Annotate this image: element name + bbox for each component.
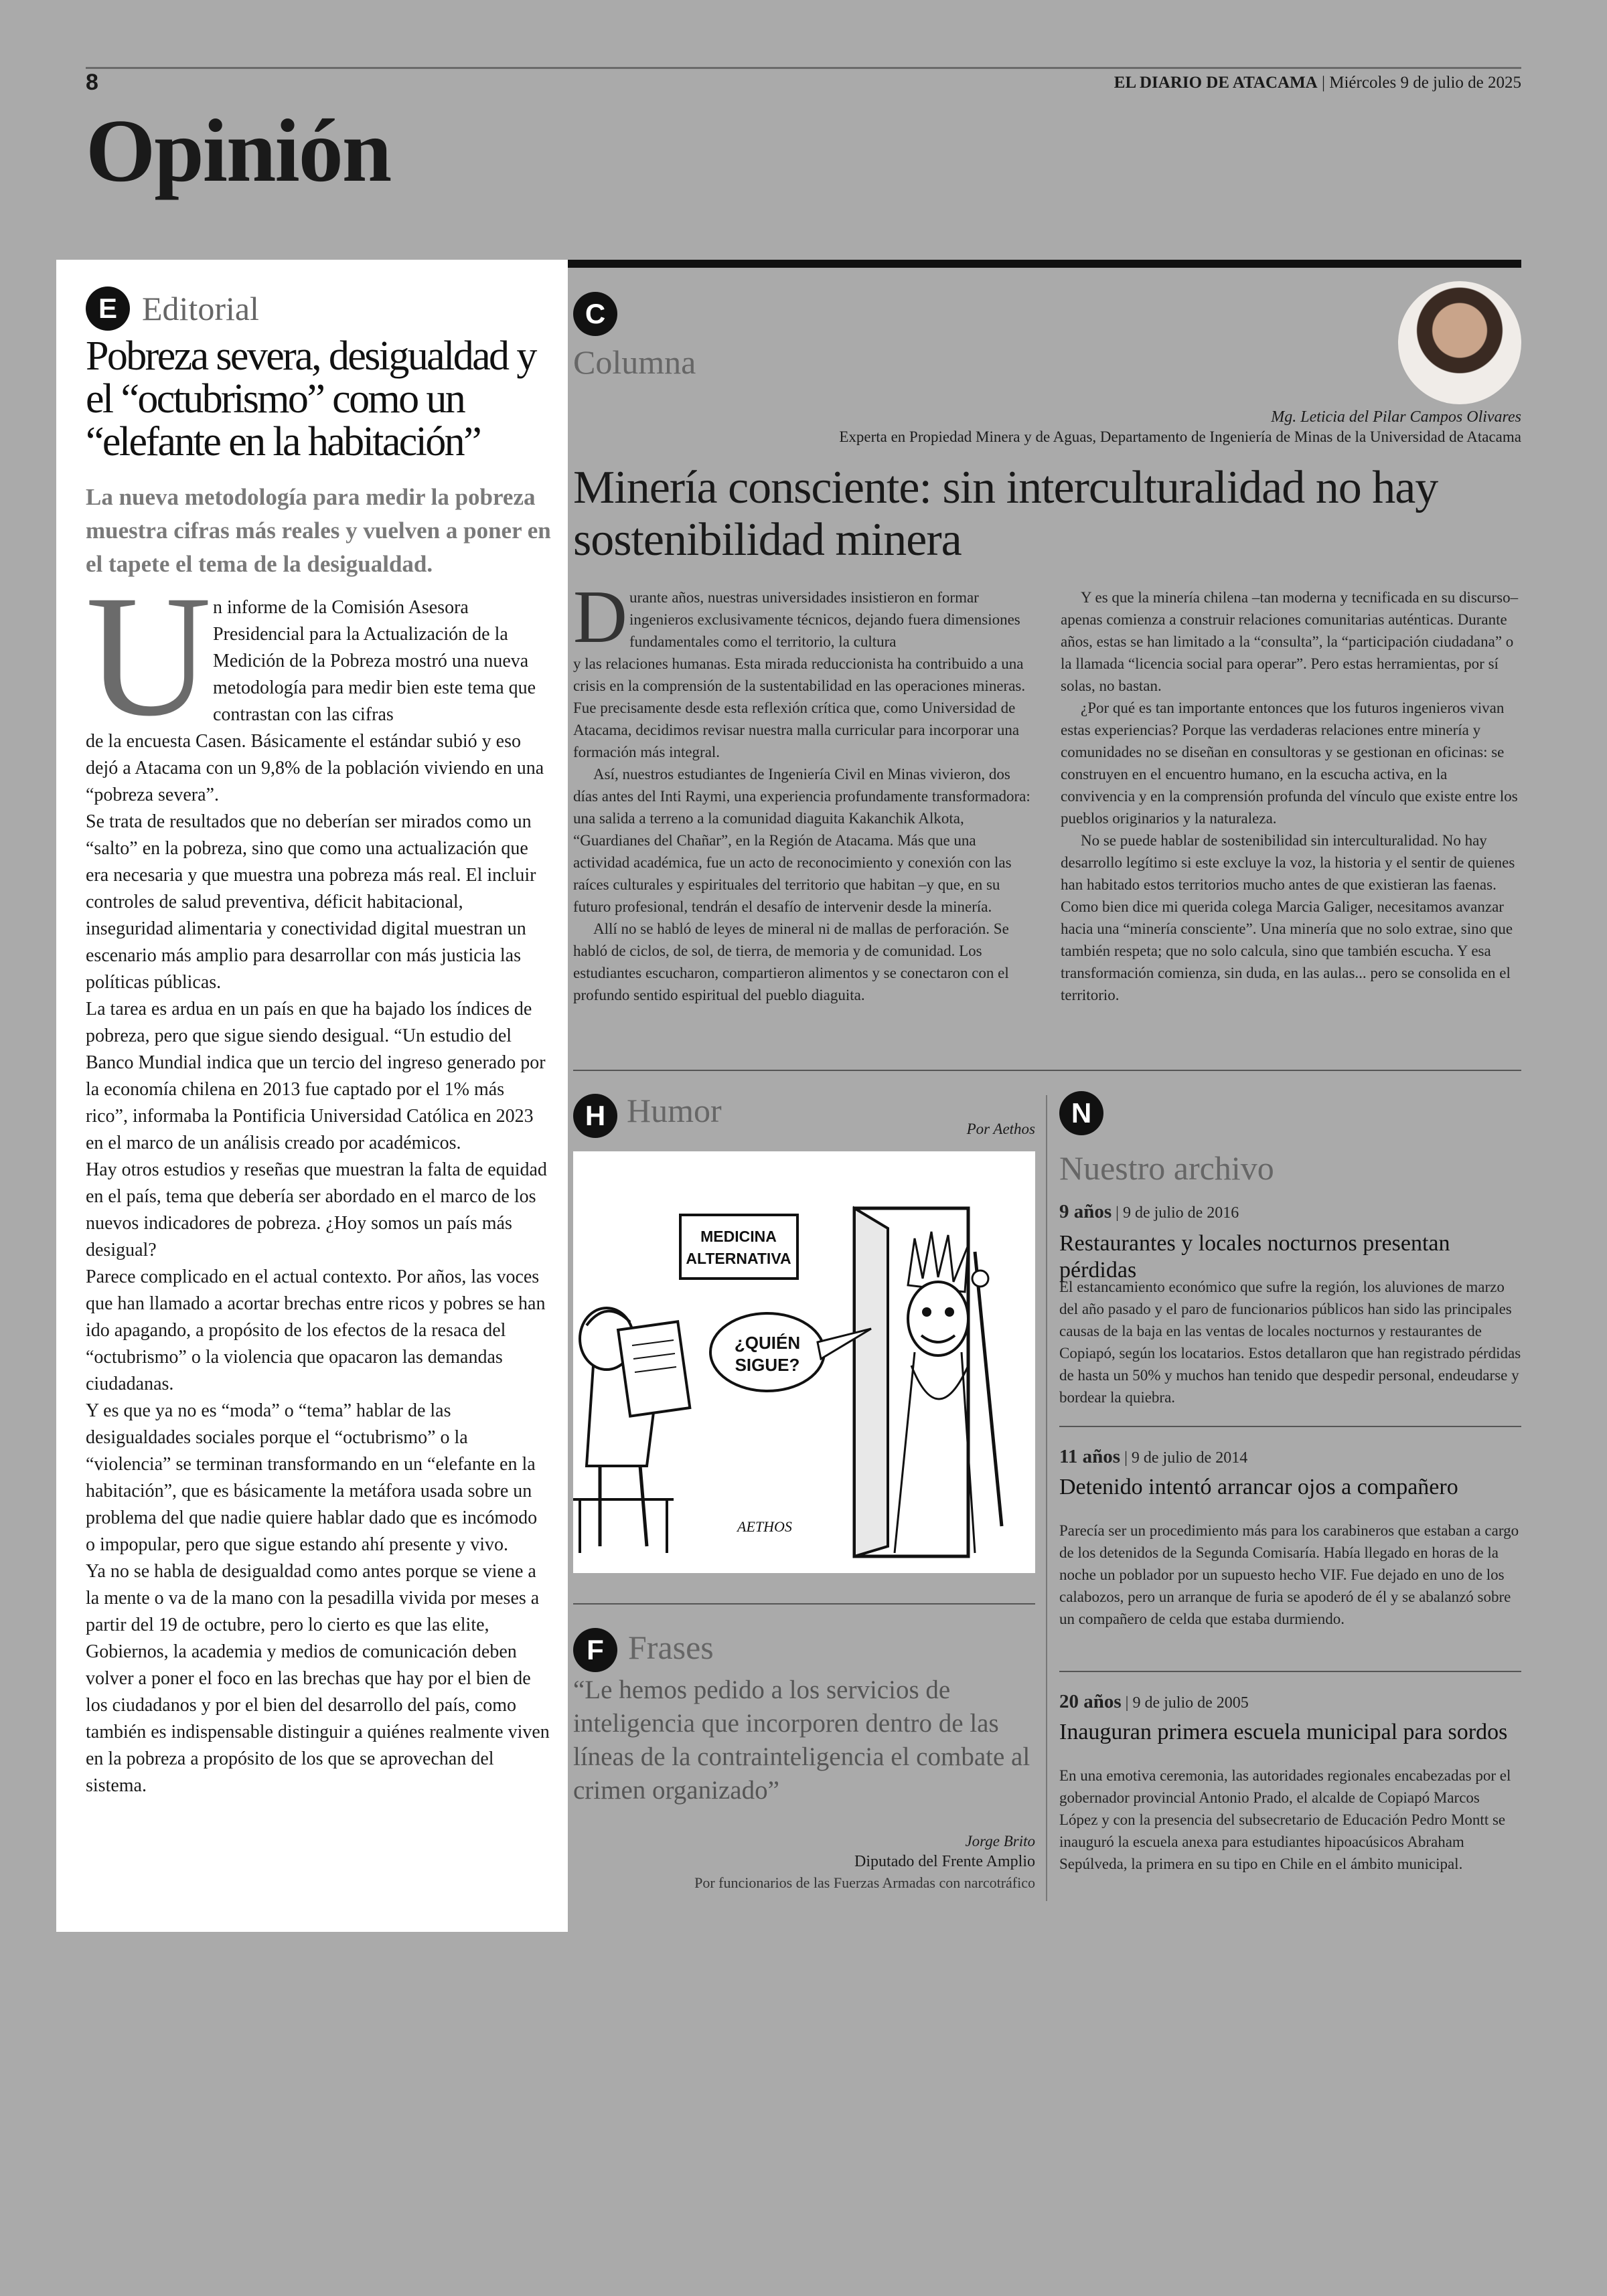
bubble-text-1: ¿QUIÉN (734, 1333, 801, 1353)
humor-label: Humor (627, 1092, 722, 1129)
editorial-paragraph-5: Parece complicado en el actual contexto. Por años, las voces que han llamado a acortar brechas entre ricos y pobres se han ido apagando, a propósito de los efectos de la resaca del “octubrismo” o la violencia que opacaron las demandas ciudadanas. (86, 1266, 546, 1394)
column-paragraph-4: Y es que la minería chilena –tan moderna y tecnificada en su discurso– apenas comienza a construir relaciones comunitarias auténticas. Durante años, estas se han limitado a la “consulta”, la “participación ciudadana” o la llamada “licencia social para operar”. Pero estas herramientas, por sí solas, no bastan. (1061, 589, 1519, 694)
open-door (854, 1208, 888, 1556)
archive-divider (1059, 1426, 1521, 1427)
archive-item-date: 9 de julio de 2014 (1131, 1449, 1248, 1467)
humor-credit: Por Aethos (966, 1121, 1035, 1137)
archive-item-title: Restaurantes y locales nocturnos presentan pérdidas (1059, 1231, 1450, 1283)
sign-board (680, 1215, 797, 1279)
sign-text-2: ALTERNATIVA (686, 1250, 791, 1267)
archive-item-meta: 20 años | 9 de julio de 2005 (1059, 1691, 1249, 1712)
editorial-paragraph-4: Hay otros estudios y reseñas que muestran la falta de equidad en el país, tema que debería ser abordado en el marco de los nuevos indicadores de pobreza. ¿Hoy somos un país más desigual? (86, 1159, 547, 1260)
archive-item-body: El estancamiento económico que sufre la región, los aluviones de marzo del año pasado y el paro de funcionarios públicos han sido las principales causas de la baja en las ventas de locales nocturnos y restaurantes de Copiapó, según los locatarios. Estos detallaron que han registrado pérdidas de hasta un 50% y muchos han tenido que despedir personal, endeudarse y bordear la quiebra. (1059, 1279, 1521, 1406)
editorial-paragraph-1-start: n informe de la Comisión Asesora Presidencial para la Actualización de la Medición de la Pobreza mostró una nueva metodología para medir bien este tema que contrastan con las cifras (213, 597, 536, 725)
column-left-body (573, 653, 1034, 1006)
masthead: EL DIARIO DE ATACAMA | Miércoles 9 de julio de 2025 (1114, 74, 1521, 92)
section-title: Opinión (86, 101, 391, 200)
editorial-paragraph-2: Se trata de resultados que no deberían ser mirados como un “salto” en la pobreza, sino que como una actualización que era necesaria y que muestra una pobreza más real. El incluir controles de salud preventiva, déficit habitacional, inseguridad alimentaria y conectividad digital muestran un escenario más amplio para desarrollar con más justicia las políticas públicas. (86, 811, 536, 993)
author-photo (1398, 281, 1521, 404)
column-author: Mg. Leticia del Pilar Campos Olivares (1271, 408, 1521, 426)
editorial-dropcap: U (86, 560, 212, 752)
editorial-badge: E (86, 286, 130, 331)
frases-author: Jorge Brito (965, 1833, 1035, 1850)
archive-item-years: 11 años (1059, 1446, 1121, 1467)
sign-text-1: MEDICINA (700, 1228, 777, 1245)
column-divider (1046, 1095, 1047, 1901)
column-paragraph-6: No se puede hablar de sostenibilidad sin interculturalidad. No hay desarrollo legítimo si este excluye la voz, la historia y el sentir de quienes han habitado estos territorios mucho antes de que existieran las faenas. Como bien dice mi querida colega Marcia Galiger, necesitamos avanzar hacia una “minería consciente”. Una minería que no solo extrae, sino que también respeta; que no solo calcula, sino que también escucha. Y esa transformación comienza, sin duda, en las aulas... pero se consolida en el territorio. (1061, 832, 1515, 1003)
page-number: 8 (86, 70, 98, 95)
cartoon (573, 1151, 1035, 1573)
archive-item-meta: 9 años | 9 de julio de 2016 (1059, 1201, 1239, 1222)
reader-figure (573, 1308, 690, 1553)
frases-label: Frases (628, 1629, 714, 1666)
column-paragraph-1-start: urante años, nuestras universidades insistieron en formar ingenieros exclusivamente técnicos, dejando fuera dimensiones fundamentales como el territorio, la cultura (629, 589, 1020, 650)
cartoon-drawing (573, 1151, 1035, 1573)
archive-item-body: Parecía ser un procedimiento más para los carabineros que estaban a cargo de los detenidos de la Segunda Comisaría. Había llegado en horas de la noche un poblador por un supuesto hecho VIF. Fue dejado en uno de los calabozos, pero un arranque de furia se apoderó de él y se abalanzó sobre un compañero de celda que estaba durmiendo. (1059, 1522, 1519, 1627)
editorial-label: Editorial (142, 290, 259, 327)
archive-item-meta: 11 años | 9 de julio de 2014 (1059, 1446, 1248, 1467)
archive-divider (1059, 1671, 1521, 1672)
column-headline: Minería consciente: sin interculturalidad no hay sostenibilidad minera (573, 462, 1438, 566)
archive-item-years: 9 años (1059, 1201, 1112, 1222)
archive-item-body: En una emotiva ceremonia, las autoridades regionales encabezadas por el gobernador provincial Antonio Prado, el alcalde de Copiapó Marcos López y con la presencia del subsecretario de Educación Pedro Montt se inauguró la escuela anexa para estudiantes hipoacúsicos Abraham Sepúlveda, la primera en su tipo en Chile en el ámbito municipal. (1059, 1767, 1511, 1872)
archive-item-years: 20 años (1059, 1691, 1122, 1712)
column-bottom-rule (573, 1070, 1521, 1071)
frases-quote: “Le hemos pedido a los servicios de inteligencia que incorporen dentro de las líneas de la contrainteligencia el combate al crimen organizado” (573, 1675, 1030, 1805)
column-dropcap: D (573, 576, 627, 659)
archive-label: Nuestro archivo (1059, 1149, 1274, 1187)
humor-badge: H (573, 1094, 617, 1138)
section-divider (568, 260, 1521, 268)
top-rule (86, 67, 1521, 69)
column-paragraph-1-rest: y las relaciones humanas. Esta mirada reduccionista ha contribuido a una crisis en la comprensión de la sustentabilidad en las operaciones mineras. Fue precisamente desde esta reflexión crítica que, como Universidad de Atacama, decidimos revisar nuestra malla curricular para incorporar una formación más integral. (573, 655, 1026, 760)
archive-badge: N (1059, 1091, 1103, 1135)
masthead-date: Miércoles 9 de julio de 2025 (1329, 74, 1521, 92)
cartoon-signature: AETHOS (737, 1518, 792, 1535)
editorial-deck: La nueva metodología para medir la pobreza muestra cifras más reales y vuelven a poner en el tapete el tema de la desigualdad. (86, 484, 551, 577)
column-paragraph-3: Allí no se habló de leyes de mineral ni de mallas de perforación. Se habló de ciclos, de sol, de tierra, de memoria y de comunidad. Los estudiantes escucharon, compartieron alimentos y se conectaron con el profundo sentido espiritual del pueblo diaguita. (573, 920, 1009, 1003)
column-paragraph-5: ¿Por qué es tan importante entonces que los futuros ingenieros vivan estas experiencias? Porque las verdaderas relaciones entre minería y comunidades no se diseñan en consultoras y se gestionan en oficinas: se construyen en el encuentro humano, en la escucha activa, en la convivencia y en la comprensión profunda del vínculo que existe entre los pueblos originarios y la naturaleza. (1061, 700, 1518, 827)
frases-badge: F (573, 1628, 617, 1672)
frases-author-role: Diputado del Frente Amplio (854, 1853, 1035, 1870)
editorial-paragraph-7: Ya no se habla de desigualdad como antes porque se viene a la mente o va de la mano con la pesadilla vivida por meses a partir del 19 de octubre, pero lo cierto es que las elite, Gobiernos, la academia y medios de comunicación deben volver a poner el foco en las brechas que hay por el bien de los ciudadanos y por el bien del desarrollo del país, como también es indispensable distinguir a quiénes realmente viven en la pobreza a propósito de los que se aprovechan del sistema. (86, 1561, 550, 1796)
archive-item-date: 9 de julio de 2016 (1122, 1204, 1239, 1222)
editorial-body (86, 728, 550, 1799)
editorial-paragraph-1-rest: de la encuesta Casen. Básicamente el estándar subió y eso dejó a Atacama con un 9,8% de la población viviendo en una “pobreza severa”. (86, 731, 544, 805)
frases-context: Por funcionarios de las Fuerzas Armadas con narcotráfico (694, 1874, 1035, 1891)
editorial-headline: Pobreza severa, desigualdad y el “octubrismo” como un “elefante en la habitación” (86, 333, 536, 465)
archive-item-title: Detenido intentó arrancar ojos a compañero (1059, 1475, 1458, 1499)
column-badge: C (573, 292, 617, 336)
column-author-role: Experta en Propiedad Minera y de Aguas, Departamento de Ingeniería de Minas de la Universidad de Atacama (839, 428, 1521, 445)
humor-bottom-rule (573, 1603, 1035, 1605)
column-right-body (1061, 586, 1521, 1006)
column-label: Columna (573, 343, 696, 381)
editorial-paragraph-3: La tarea es ardua en un país en que ha bajado los índices de pobreza, pero que sigue siendo desigual. “Un estudio del Banco Mundial indica que un tercio del ingreso generado por la economía chilena en 2013 fue captado por el 1% más rico”, informaba la Pontificia Universidad Católica en 2023 en el marco de un análisis creado por académicos. (86, 999, 546, 1153)
editorial-paragraph-6: Y es que ya no es “moda” o “tema” hablar de las desigualdades sociales porque el “octubrismo” o la “violencia” se terminan transformando en un “elefante en la habitación”, que es básicamente la metáfora usada sobre un problema del que nadie quiere hablar dado que es incómodo o impopular, pero que sigue estando ahí presente y vivo. (86, 1400, 538, 1555)
masthead-name: EL DIARIO DE ATACAMA (1114, 74, 1318, 92)
bubble-text-2: SIGUE? (735, 1355, 800, 1375)
column-paragraph-2: Así, nuestros estudiantes de Ingeniería Civil en Minas vivieron, dos días antes del Inti Raymi, una experiencia profundamente transformadora: una salida a terreno a la comunidad diaguita Kakanchik Alkota, “Guardianes del Chañar”, en la Región de Atacama. Más que una actividad académica, fue un acto de reconocimiento y conexión con las raíces culturales y espirituales del territorio que habitan –y que, en su futuro profesional, tendrán el desafío de intervenir desde la minería. (573, 766, 1030, 915)
archive-item-date: 9 de julio de 2005 (1132, 1694, 1249, 1712)
archive-item-title: Inauguran primera escuela municipal para sordos (1059, 1720, 1508, 1744)
